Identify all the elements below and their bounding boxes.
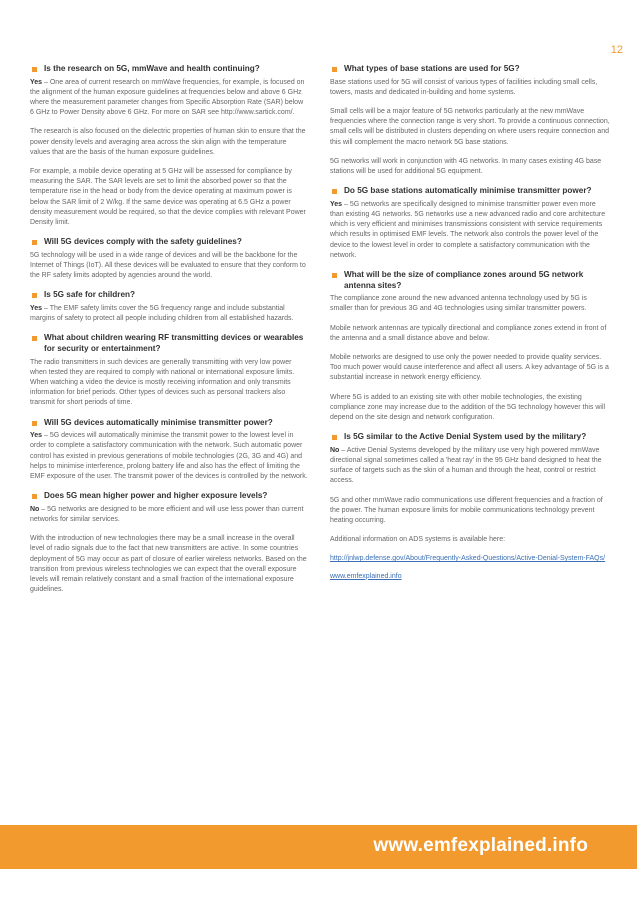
- faq-section-what-will-be-the-size-of-compliance-zones-around: [330, 270, 610, 423]
- answer-text: Base stations used for 5G will consist of various types of facilities including small cells, towers, masts and dedicated in-building and home systems.: [330, 78, 598, 96]
- faq-question: [30, 333, 308, 354]
- faq-question-text: Does 5G mean higher power and higher exposure levels?: [44, 491, 268, 501]
- square-bullet-icon: [32, 240, 37, 245]
- faq-section-is-5g-similar-to-the-active-denial-system-used-b: [330, 432, 610, 582]
- faq-answer-paragraph: [330, 393, 610, 424]
- faq-question: [30, 418, 308, 429]
- faq-answer-paragraph: [330, 294, 610, 314]
- faq-section-will-5g-devices-comply-with-the-safety-guideline: [30, 237, 308, 281]
- square-bullet-icon: [332, 273, 337, 278]
- faq-answer-paragraph: [330, 324, 610, 344]
- faq-section-what-types-of-base-stations-are-used-for-5g: [330, 64, 610, 177]
- faq-section-do-5g-base-stations-automatically-minimise-trans: [330, 186, 610, 261]
- answer-text: With the introduction of new technologies there may be a small increase in the overall level of radio signals due to the fact that new transmitters are active. In some countries deployment of 5G may occur as part of closure of earlier wireless networks. Based on the transition from previous wireless technologies we can expect that the overall exposure levels will remain relatively constant and a small fraction of the international exposure guidelines.: [30, 535, 307, 594]
- answer-lead: No: [330, 446, 340, 454]
- faq-question: [30, 491, 308, 502]
- faq-question-text: What types of base stations are used for 5G?: [344, 64, 520, 73]
- faq-section-is-the-research-on-5g-mmwave-and-health-continui: [30, 64, 308, 228]
- answer-lead: No: [30, 505, 40, 513]
- faq-answer-paragraph: [30, 534, 308, 595]
- faq-section-does-5g-mean-higher-power-and-higher-exposure-le: [30, 491, 308, 595]
- faq-question-text: What will be the size of compliance zones around 5G network antenna sites?: [344, 270, 584, 290]
- answer-lead: Yes: [30, 78, 43, 86]
- square-bullet-icon: [332, 189, 337, 194]
- square-bullet-icon: [32, 67, 37, 72]
- answer-text: 5G networks will work in conjunction with 4G networks. In many cases existing 4G base stations will be used for additional 5G equipment.: [330, 157, 602, 176]
- faq-answer-paragraph: [30, 358, 308, 409]
- faq-section-will-5g-devices-automatically-minimise-transmitt: [30, 418, 308, 483]
- faq-question: [330, 432, 610, 443]
- answer-text: The radio transmitters in such devices are generally transmitting with very low power when tested they are required to comply with national or international exposure limits. When watching a video the device is mostly receiving information and only transmits information for brief periods. Other types of devices such as personal trackers also transmit for short periods of time.: [30, 358, 295, 407]
- answer-text: – One area of current research on mmWave frequencies, for example, is focused on the alignment of the human exposure guidelines at frequencies below and above 6 GHz where the measurement parameter changes from Specific Absorption Rate (SAR) below 6 GHz to Power Density above 6 GHz. For more on SAR see http://www.sartick.com/.: [30, 78, 305, 117]
- faq-question-text: Is 5G safe for children?: [44, 290, 135, 300]
- square-bullet-icon: [32, 494, 37, 499]
- left-column: [30, 64, 308, 604]
- faq-question: [30, 290, 308, 301]
- faq-answer-paragraph: [30, 431, 308, 482]
- faq-answer-paragraph: [30, 251, 308, 282]
- square-bullet-icon: [332, 67, 337, 72]
- faq-question-text: Is 5G similar to the Active Denial System used by the military?: [344, 432, 587, 442]
- square-bullet-icon: [332, 435, 337, 440]
- answer-text: 5G and other mmWave radio communications use different frequencies and a fraction of the power. The human exposure limits for mobile communications technology prevent heating occurring.: [330, 496, 603, 525]
- faq-answer-paragraph: [330, 535, 610, 545]
- faq-question: [30, 237, 308, 248]
- right-column: [330, 64, 610, 589]
- footer-bar: [0, 825, 637, 869]
- answer-text: Mobile network antennas are typically directional and compliance zones extend in front of the antenna and a small distance above and below.: [330, 324, 607, 342]
- answer-text: The compliance zone around the new advanced antenna technology used by 5G is smaller than for previous 3G and 4G technologies using similar transmitter powers.: [330, 295, 587, 313]
- faq-question: [330, 64, 610, 75]
- answer-text: 5G technology will be used in a wide range of devices and will be the backbone for the Internet of Things (IoT). All these devices will be evaluated to ensure that they conform to the RF safety limits adopted by agencies around the world.: [30, 251, 306, 280]
- square-bullet-icon: [32, 421, 37, 426]
- answer-text: – The EMF safety limits cover the 5G frequency range and include substantial margins of safety to protect all people including children from all established hazards.: [30, 305, 294, 323]
- faq-question-text: Is the research on 5G, mmWave and health continuing?: [44, 64, 260, 73]
- answer-text: Additional information on ADS systems is available here:: [330, 536, 506, 544]
- faq-answer-paragraph: [330, 200, 610, 261]
- reference-link[interactable]: http://jnlwp.defense.gov/About/Frequently-Asked-Questions/Active-Denial-System-FAQs/: [330, 555, 606, 563]
- faq-answer-paragraph: [330, 157, 610, 177]
- faq-question-text: Will 5G devices automatically minimise transmitter power?: [44, 417, 273, 427]
- answer-text: – Active Denial Systems developed by the military use very high powered mmWave directional signal sometimes called a 'heat ray' in the 95 GHz band designed to heat the surface of targets such as the skin of a human and through the heat, control or restrict access.: [330, 446, 602, 485]
- answer-text: – 5G networks are specifically designed to minimise transmitter power even more than existing 4G networks. 5G networks use a new advanced radio and core architecture which is very efficient and minimises transmissions consistent with service requirements which results in optimised EMF levels. The network also controls the power level of the device to the lowest level in order to complete a satisfactory communication with the network.: [330, 200, 606, 259]
- answer-lead: Yes: [30, 305, 43, 313]
- footer-url-link[interactable]: www.emfexplained.info: [373, 835, 588, 856]
- faq-answer-paragraph: [30, 78, 308, 119]
- faq-answer-paragraph: [330, 446, 610, 487]
- square-bullet-icon: [32, 336, 37, 341]
- faq-question-text: What about children wearing RF transmitting devices or wearables for security or entertainment?: [44, 333, 304, 354]
- faq-question: [330, 270, 610, 291]
- faq-answer-paragraph: [330, 78, 610, 98]
- answer-text: – 5G networks are designed to be more efficient and will use less power than current networks for similar services.: [30, 505, 304, 524]
- faq-answer-paragraph: [30, 167, 308, 228]
- faq-answer-paragraph: [330, 107, 610, 148]
- answer-text: The research is also focused on the dielectric properties of human skin to ensure that the power density levels and averaging area across the skin align with the temperature values that are the basis of the human exposure guidelines.: [30, 128, 306, 156]
- faq-answer-paragraph: [330, 353, 610, 384]
- answer-text: Mobile networks are designed to use only the power needed to provide quality services. Too much power would cause interference and affect all users. A key advantage of 5G is a substantial increase in network energy efficiency.: [330, 354, 609, 382]
- faq-question-text: Will 5G devices comply with the safety guidelines?: [44, 237, 242, 247]
- square-bullet-icon: [32, 293, 37, 298]
- answer-text: For example, a mobile device operating at 5 GHz will be assessed for compliance by measuring the SAR. The SAR levels are set to limit the absorbed power so that the temperature rise in the head or body from the device operating at maximum power is below the SAR limit of 2 W/kg. If the same device was operating at 6.5 GHz a power density measurement would be required, so that the device complies with relevant Power Density limit.: [30, 168, 306, 227]
- answer-lead: Yes: [30, 432, 43, 440]
- faq-answer-paragraph: [30, 505, 308, 525]
- answer-text: Where 5G is added to an existing site with other mobile technologies, the existing compliance zone may increase due to the addition of the 5G technology however this will depend on the site design and network configuration.: [330, 393, 606, 422]
- answer-text: – 5G devices will automatically minimise the transmit power to the lowest level in order to complete a satisfactory communication with the network. Such automatic power control has existed in previous generations of mobile technologies (2G, 3G and 4G) and helps to minimise interference, prolong battery life and also has the effect of limiting the EMF exposure of the user. The transmit power of the devices is controlled by the network.: [30, 432, 308, 481]
- faq-question-text: Do 5G base stations automatically minimise transmitter power?: [344, 186, 592, 196]
- faq-question: [30, 64, 308, 75]
- answer-lead: Yes: [330, 200, 343, 208]
- faq-section-what-about-children-wearing-rf-transmitting-devi: [30, 333, 308, 408]
- faq-answer-paragraph: [330, 496, 610, 527]
- faq-section-is-5g-safe-for-children: [30, 290, 308, 324]
- faq-question: [330, 186, 610, 197]
- reference-link[interactable]: www.emfexplained.info: [330, 572, 402, 580]
- answer-text: Small cells will be a major feature of 5G networks particularly at the new mmWave frequencies where the connection range is very short. To provide a continuous connection, small cells will be distributed in clusters depending on where users require connection and this will complement the macro network 5G base stations.: [330, 108, 610, 146]
- faq-answer-paragraph: [30, 304, 308, 324]
- faq-answer-paragraph: [30, 127, 308, 158]
- page-number: 12: [610, 44, 623, 56]
